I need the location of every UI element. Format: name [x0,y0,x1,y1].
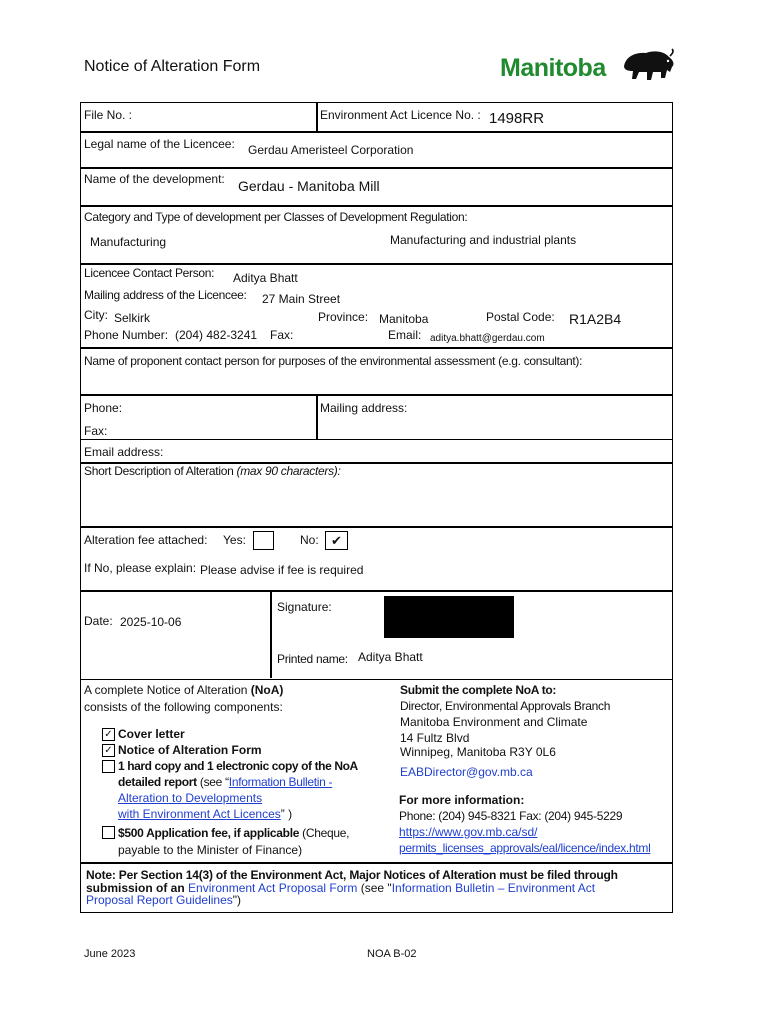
development-value[interactable]: Gerdau - Manitoba Mill [238,178,380,194]
submit-heading: Submit the complete NoA to: [400,683,557,697]
no-checkbox[interactable] [325,531,348,550]
category-value[interactable]: Manufacturing [90,235,167,249]
item-form: Notice of Alteration Form [118,743,262,757]
cheque-text: (Cheque, [299,826,350,840]
item-report-line2 [118,775,332,789]
postal-label: Postal Code: [486,310,555,324]
short-desc-label [84,464,341,478]
legal-name-label: Legal name of the Licencee: [84,137,235,151]
date-value[interactable]: 2025-10-06 [120,615,182,629]
cover-letter-checkbox[interactable] [102,728,115,741]
short-desc-title: Short Description of Alteration [84,464,234,478]
more-info-url1[interactable]: https://www.gov.mb.ca/sd/ [399,825,538,839]
check-icon: ✓ [104,729,113,740]
no-label: No: [300,533,319,547]
prop-mailing-label: Mailing address: [320,401,408,415]
explain-value[interactable]: Please advise if fee is required [200,563,364,577]
item-report-line4 [118,807,292,821]
intro-text: A complete Notice of Alteration [84,683,251,697]
printed-label: Printed name: [277,652,348,666]
divider [316,102,318,132]
province-label: Province: [318,310,369,324]
city-label: City: [84,308,108,322]
report-checkbox[interactable] [102,760,115,773]
submit-addr3: 14 Fultz Blvd [400,731,470,745]
close-quote: ” ) [280,807,293,821]
explain-label: If No, please explain: [84,561,197,575]
divider [270,590,272,678]
proposal-bulletin-link[interactable]: Information Bulletin – Environment Act [391,881,596,895]
postal-value[interactable]: R1A2B4 [569,311,622,327]
noa-abbrev: (NoA) [250,683,284,697]
printed-value[interactable]: Aditya Bhatt [358,650,423,664]
divider [80,167,673,169]
divider [80,205,673,207]
type-value[interactable]: Manufacturing and industrial plants [390,233,577,247]
item-fee [118,826,349,840]
short-desc-hint: (max 90 characters): [236,464,341,478]
signature-label: Signature: [277,600,332,614]
check-icon: ✓ [104,745,113,756]
proposal-guidelines-link[interactable]: Proposal Report Guidelines [86,893,233,907]
mailing-value[interactable]: 27 Main Street [262,292,341,306]
yes-checkbox[interactable] [253,531,274,550]
submit-addr2: Manitoba Environment and Climate [400,715,588,729]
more-info-url2[interactable]: permits_licenses_approvals/eal/licence/index.html [399,841,651,855]
contact-value[interactable]: Aditya Bhatt [233,271,298,285]
page-title: Notice of Alteration Form [84,58,261,75]
item-report-line1: 1 hard copy and 1 electronic copy of the NoA [118,759,358,773]
bulletin-link-line3[interactable]: with Environment Act Licences [118,807,281,821]
licence-no-value[interactable]: 1498RR [489,110,545,127]
divider [80,394,673,396]
category-label: Category and Type of development per Classes of Development Regulation: [84,210,468,224]
see-text: (see “ [196,775,229,789]
footer-date: June 2023 [84,948,136,960]
mailing-label: Mailing address of the Licencee: [84,288,247,302]
more-info-heading: For more information: [399,793,525,807]
prop-email-label: Email address: [84,445,164,459]
proponent-label: Name of proponent contact person for purposes of the environmental assessment (e.g. consultant): [84,354,583,368]
intro-line-2: consists of the following components: [84,700,283,714]
item-cover-letter: Cover letter [118,727,185,741]
manitoba-logo [500,46,680,86]
yes-label: Yes: [223,533,246,547]
note-end: ") [232,893,242,907]
fax-label: Fax: [270,328,294,342]
fee-checkbox[interactable] [102,826,115,839]
bison-icon [620,46,676,84]
more-info-contact: Phone: (204) 945-8321 Fax: (204) 945-5229 [399,809,623,823]
divider [80,526,673,528]
logo-text: Manitoba [500,54,606,82]
phone-label: Phone Number: [84,328,169,342]
divider [80,439,673,440]
development-label: Name of the development: [84,172,225,186]
province-value[interactable]: Manitoba [379,312,429,326]
note-line3 [86,893,241,907]
intro-line-1 [84,683,283,697]
legal-name-value[interactable]: Gerdau Ameristeel Corporation [248,143,414,157]
bulletin-link-line2[interactable]: Alteration to Developments [118,791,263,805]
divider [80,347,673,349]
detailed-report: detailed report [118,775,197,789]
submit-addr4: Winnipeg, Manitoba R3Y 0L6 [400,745,556,759]
contact-label: Licencee Contact Person: [84,266,215,280]
date-label: Date: [84,614,113,628]
fee-label: Alteration fee attached: [84,533,208,547]
submit-email-link[interactable]: EABDirector@gov.mb.ca [400,765,533,779]
check-icon: ✔ [331,533,342,548]
form-checkbox[interactable] [102,744,115,757]
prop-fax-label: Fax: [84,424,108,438]
footer-code: NOA B-02 [367,948,417,960]
bulletin-link[interactable]: Information Bulletin - [228,775,333,789]
item-fee-line2: payable to the Minister of Finance) [118,843,303,857]
proposal-form-link[interactable]: Environment Act Proposal Form [188,881,358,895]
city-value[interactable]: Selkirk [114,311,151,325]
submit-addr1: Director, Environmental Approvals Branch [400,699,611,713]
email-label: Email: [388,328,422,342]
note-submission: submission of an [86,881,189,895]
file-no-label: File No. : [84,108,133,122]
note-see: (see " [357,881,392,895]
phone-value[interactable]: (204) 482-3241 [175,328,258,342]
divider [316,394,318,439]
signature-redacted [384,596,514,638]
divider [80,263,673,265]
note-line1: Note: Per Section 14(3) of the Environment Act, Major Notices of Alteration must be filed through [86,868,618,882]
email-value[interactable]: aditya.bhatt@gerdau.com [430,333,545,344]
divider [80,590,673,592]
fee-text: $500 Application fee, if applicable [118,826,300,840]
divider [80,131,673,133]
prop-phone-label: Phone: [84,401,123,415]
licence-no-label: Environment Act Licence No. : [320,108,481,122]
